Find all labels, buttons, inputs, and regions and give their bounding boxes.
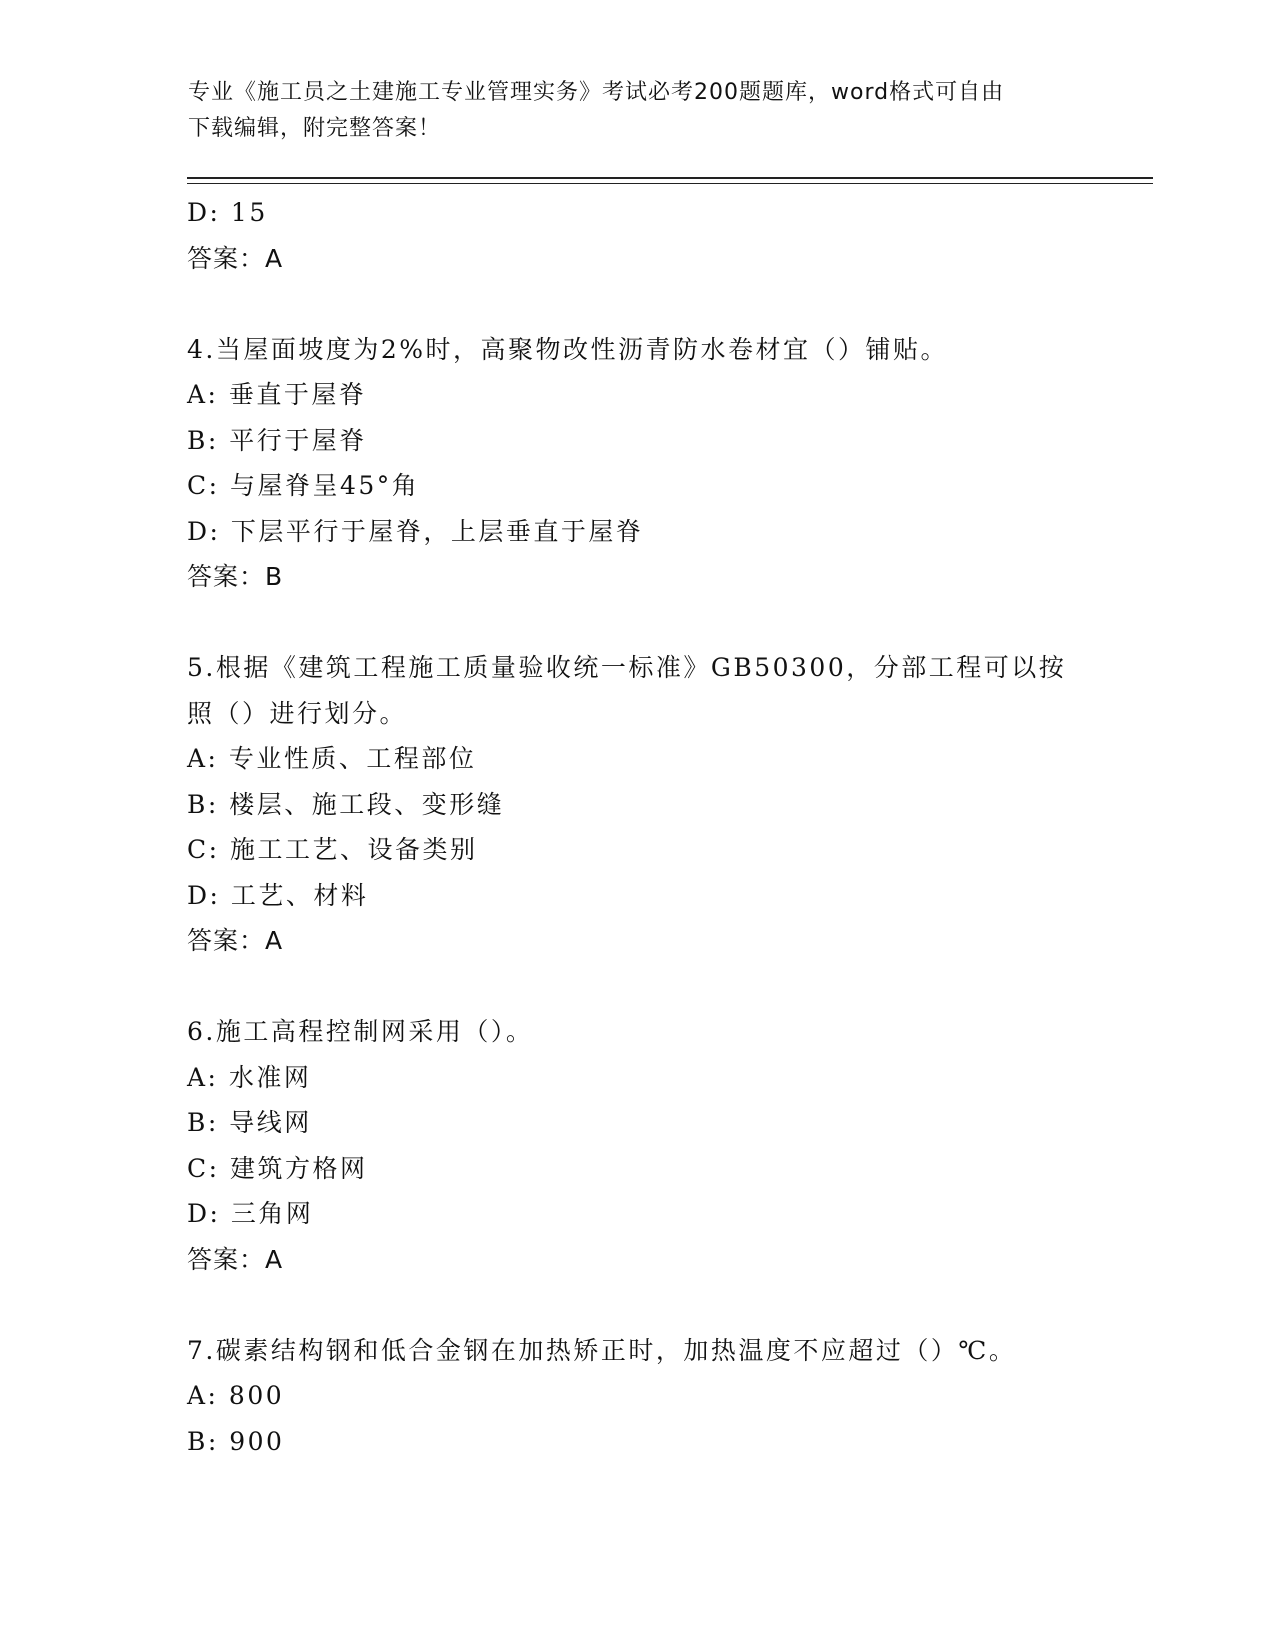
header-divider-thin bbox=[187, 183, 1153, 184]
question-4-stem: 4.当屋面坡度为2%时，高聚物改性沥青防水卷材宜（）铺贴。 bbox=[187, 334, 949, 364]
question-3-option-d: D: 15 bbox=[187, 198, 268, 227]
question-5-answer: 答案：A bbox=[187, 926, 284, 955]
question-7-option-b: B: 900 bbox=[187, 1426, 285, 1456]
question-5-option-b: B: 楼层、施工段、变形缝 bbox=[187, 789, 505, 819]
question-6-option-a: A: 水准网 bbox=[187, 1062, 312, 1092]
spacer bbox=[187, 281, 1087, 327]
question-5-stem-line-2: 照（）进行划分。 bbox=[187, 698, 408, 728]
question-5 bbox=[187, 645, 1087, 964]
question-3-tail bbox=[187, 190, 1087, 281]
question-6-option-b: B: 导线网 bbox=[187, 1108, 312, 1137]
question-5-stem-line-1: 5.根据《建筑工程施工质量验收统一标准》GB50300，分部工程可以按 bbox=[187, 653, 1067, 682]
question-6-stem: 6.施工高程控制网采用（）。 bbox=[187, 1017, 534, 1046]
question-4 bbox=[187, 327, 1087, 600]
spacer bbox=[187, 1282, 1087, 1328]
question-5-option-d: D: 工艺、材料 bbox=[187, 880, 369, 910]
question-7-stem: 7.碳素结构钢和低合金钢在加热矫正时，加热温度不应超过（）℃。 bbox=[187, 1335, 1017, 1365]
question-3-answer: 答案：A bbox=[187, 243, 284, 273]
question-5-option-a: A: 专业性质、工程部位 bbox=[187, 744, 477, 773]
spacer bbox=[187, 600, 1087, 646]
question-4-option-d: D: 下层平行于屋脊，上层垂直于屋脊 bbox=[187, 516, 644, 546]
question-7-option-a: A: 800 bbox=[187, 1381, 285, 1410]
question-6-option-d: D: 三角网 bbox=[187, 1199, 314, 1228]
question-6-answer: 答案：A bbox=[187, 1244, 284, 1274]
header-line-2: 下载编辑，附完整答案！ bbox=[188, 116, 442, 141]
header-divider-thick bbox=[187, 177, 1153, 179]
question-4-option-c: C: 与屋脊呈45°角 bbox=[187, 471, 420, 500]
spacer bbox=[187, 964, 1087, 1010]
question-4-option-a: A: 垂直于屋脊 bbox=[187, 380, 367, 409]
document-body bbox=[187, 190, 1087, 1464]
question-6 bbox=[187, 1009, 1087, 1282]
document-header bbox=[188, 75, 1088, 147]
question-6-option-c: C: 建筑方格网 bbox=[187, 1153, 368, 1183]
question-4-answer: 答案：B bbox=[187, 562, 284, 591]
header-line-1: 专业《施工员之土建施工专业管理实务》考试必考200题题库，word格式可自由 bbox=[188, 80, 1005, 105]
question-7 bbox=[187, 1328, 1087, 1465]
question-4-option-b: B: 平行于屋脊 bbox=[187, 425, 367, 455]
question-5-option-c: C: 施工工艺、设备类别 bbox=[187, 835, 478, 864]
